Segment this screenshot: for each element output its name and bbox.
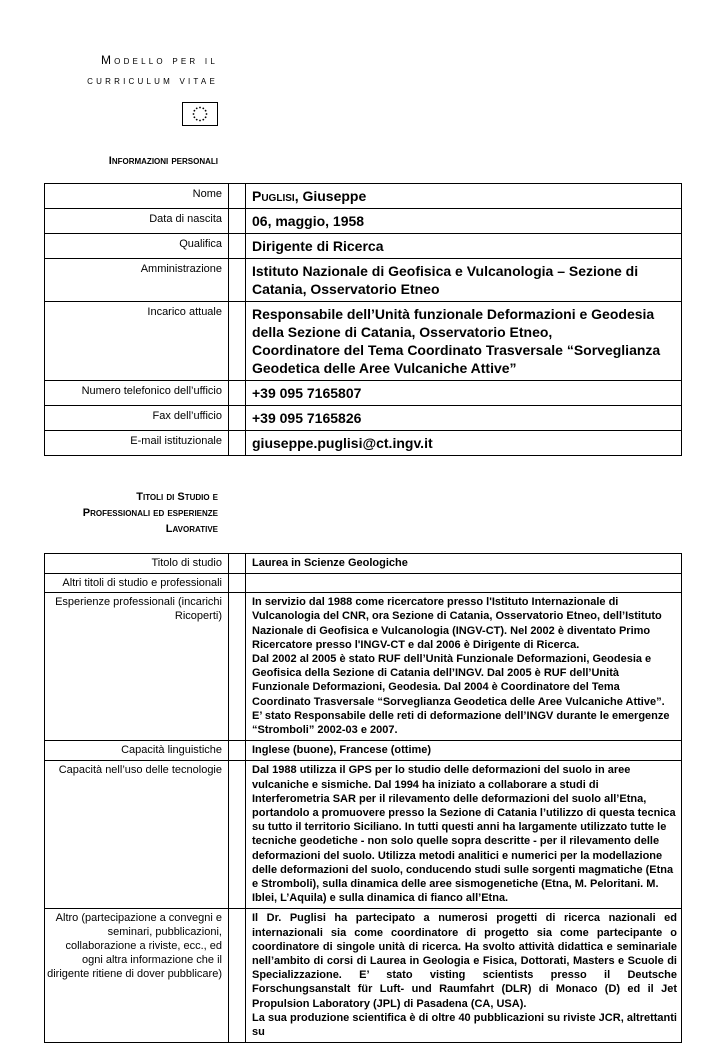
studies-table	[44, 553, 682, 1043]
row-label: Amministrazione	[45, 259, 229, 302]
row-label: Altri titoli di studio e professionali	[45, 574, 229, 593]
altri-titoli-value	[246, 574, 682, 593]
eu-flag-icon	[182, 102, 218, 126]
birthdate-text: 06, maggio, 1958	[252, 213, 365, 229]
table-row	[45, 554, 682, 574]
personal-info-table	[44, 183, 682, 456]
section-title-personal: Informazioni personali	[108, 155, 218, 167]
table-row	[45, 909, 682, 1043]
table-row	[45, 593, 682, 741]
section-title-studies-l3: Lavorative	[165, 523, 218, 535]
fax-value: +39 095 7165826	[252, 410, 362, 426]
birthdate-value	[246, 209, 682, 234]
table-row	[45, 381, 682, 406]
row-label: Incarico attuale	[45, 302, 229, 381]
table-row	[45, 741, 682, 761]
row-label: Esperienze professionali (incarichi Ricoperti)	[45, 593, 229, 741]
table-row	[45, 431, 682, 456]
email-value[interactable]: giuseppe.puglisi@ct.ingv.it	[252, 435, 433, 451]
row-label: Nome	[45, 184, 229, 209]
cv-title-line1: Modello per il	[100, 53, 218, 67]
table-row	[45, 302, 682, 381]
table-row	[45, 574, 682, 593]
incarico-value: Responsabile dell’Unità funzionale Deformazioni e Geodesia della Sezione di Catania, Osservatorio Etneo, Coordinatore del Tema Coordinato Trasversale “Sorveglianza Geodetica delle Aree Vulcaniche Attive”	[252, 306, 661, 376]
row-label: Data di nascita	[45, 209, 229, 234]
altro-value: Il Dr. Puglisi ha partecipato a numerosi progetti di ricerca nazionali ed internazionali sia come coordinatore di progetto sia come partecipante o coordinatore di singole unità di ricerca. Ha svolto attività didattica e seminariale nell’ambito di corsi di Laurea in Geologia e Fisica, Dottorati, Masters e Scuole di Specializzazione. E’ stato visting scientists presso il Deutsche Forschungsanstalt für Luft- und Raumfahrt (DLR) di Monaco (D) ed il Jet Propulsion Laboratory (JPL) di Pasadena (CA, USA). La sua produzione scientifica è di oltre 40 pubblicazioni su riviste JCR, altrettanti su	[252, 912, 677, 1039]
row-label: Titolo di studio	[45, 554, 229, 574]
table-row	[45, 259, 682, 302]
table-row	[45, 406, 682, 431]
table-row	[45, 234, 682, 259]
row-label: Fax dell’ufficio	[45, 406, 229, 431]
table-row	[45, 209, 682, 234]
amministrazione-value: Istituto Nazionale di Geofisica e Vulcanologia – Sezione di Catania, Osservatorio Etneo	[252, 263, 639, 297]
row-label: Capacità linguistiche	[45, 741, 229, 761]
qualifica-value: Dirigente di Ricerca	[252, 238, 384, 254]
titolo-value: Laurea in Scienze Geologiche	[252, 557, 408, 569]
tecnologie-value: Dal 1988 utilizza il GPS per lo studio delle deformazioni del suolo in aree vulcaniche e sismiche. Dal 1994 ha iniziato a collaborare a studi di Interferometria SAR per il rilevamento delle deformazioni del suolo all’Etna, portandolo a promuovere presso la Sezione di Catania l’utilizzo di questa tecnica su tutto il territorio Siciliano. In tutti questi anni ha largamente utilizzato tutte le tecniche geodetiche - non solo quelle sopra descritte - per il rilevamento delle deformazioni del suolo. Utilizza metodi analitici e numerici per la modellazione delle deformazioni del suolo, conducendo studi sulle sorgenti magmatiche (Etna e Stromboli), sulla dinamica delle aree sismogenetiche (Etna, M. Peloritani. M. Iblei, L’Aquila) e sulla dinamica di fianco all’Etna.	[252, 764, 676, 905]
name-value: Puglisi, Giuseppe	[252, 188, 367, 204]
table-row	[45, 761, 682, 909]
row-label: Capacità nell’uso delle tecnologie	[45, 761, 229, 909]
section-title-studies-l1: Titoli di Studio e	[136, 491, 218, 503]
row-label: Qualifica	[45, 234, 229, 259]
row-label: E-mail istituzionale	[45, 431, 229, 456]
lingue-value: Inglese (buone), Francese (ottime)	[252, 744, 432, 757]
row-label: Numero telefonico dell’ufficio	[45, 381, 229, 406]
row-label: Altro (partecipazione a convegni e seminari, pubblicazioni, collaborazione a riviste, ecc., ed ogni altra informazione che il dirigente ritiene di dover pubblicare)	[45, 909, 229, 1043]
phone-value: +39 095 7165807	[252, 385, 362, 401]
table-row	[45, 184, 682, 209]
section-title-studies-l2: Professionali ed esperienze	[82, 507, 218, 519]
esperienze-value: In servizio dal 1988 come ricercatore presso l'Istituto Internazionale di Vulcanologia del CNR, ora Sezione di Catania, Osservatorio Etneo, dell’Istituto Nazionale di Geofisica e Vulcanologia (INGV-CT). Nel 2002 è diventato Primo Ricercatore presso l'INGV-CT e dal 2006 è Dirigente di Ricerca. Dal 2002 al 2005 è stato RUF dell’Unità Funzionale Deformazioni, Geodesia e Geofisica della Sezione di Catania dell’INGV. Dal 2005 è RUF dell’Unità Funzionale Deformazioni, Geodesia. Dal 2004 è Coordinatore del Tema Coordinato Trasversale “Sorveglianza Geodetica delle Aree Vulcaniche Attive”. E’ stato Responsabile delle reti di deformazione dell’INGV durante le emergenze “Stromboli” 2002-03 e 2007.	[252, 596, 670, 737]
cv-title-line2: curriculum vitae	[87, 73, 218, 87]
